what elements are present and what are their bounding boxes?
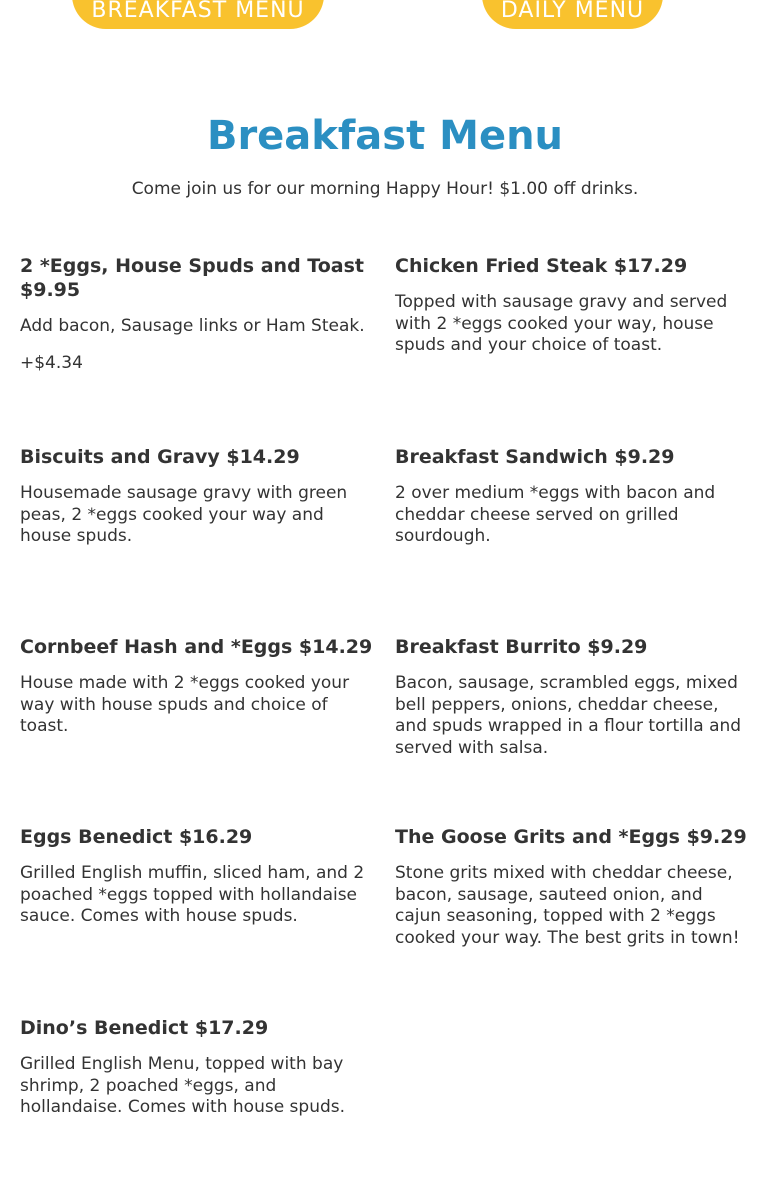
menu-item-cornbeef-hash	[20, 635, 375, 738]
menu-item-goose-grits	[395, 825, 750, 949]
menu-item-description: Housemade sausage gravy with green peas, 2 *eggs cooked your way and house spuds.	[20, 483, 348, 547]
menu-item-description: Grilled English muffin, sliced ham, and 2 poached *eggs topped with hollandaise sauce. Comes with house spuds.	[20, 863, 365, 927]
menu-item-title: Cornbeef Hash and *Eggs $14.29	[20, 636, 373, 658]
menu-item-description: Stone grits mixed with cheddar cheese, bacon, sausage, sauteed onion, and cajun seasoning, topped with 2 *eggs cooked your way. The best grits in town!	[395, 863, 740, 948]
menu-item-description: Topped with sausage gravy and served with 2 *eggs cooked your way, house spuds and your choice of toast.	[395, 292, 728, 356]
daily-menu-button[interactable]: DAILY MENU	[482, 0, 663, 29]
menu-item-title: Biscuits and Gravy $14.29	[20, 446, 300, 468]
menu-item-breakfast-burrito	[395, 635, 750, 759]
menu-item-title: Breakfast Sandwich $9.29	[395, 446, 675, 468]
page-subtitle: Come join us for our morning Happy Hour! $1.00 off drinks.	[131, 179, 639, 199]
menu-item-description: 2 over medium *eggs with bacon and cheddar cheese served on grilled sourdough.	[395, 483, 716, 547]
menu-item-title: The Goose Grits and *Eggs $9.29	[395, 826, 747, 848]
menu-item-description: House made with 2 *eggs cooked your way with house spuds and choice of toast.	[20, 673, 350, 737]
menu-item-chicken-fried-steak	[395, 254, 750, 357]
menu-item-description: Grilled English Menu, topped with bay shrimp, 2 poached *eggs, and hollandaise. Comes with house spuds.	[20, 1054, 346, 1118]
breakfast-menu-button[interactable]: BREAKFAST MENU	[72, 0, 324, 29]
menu-item-title: Eggs Benedict $16.29	[20, 826, 253, 848]
menu-item-breakfast-sandwich	[395, 445, 750, 548]
menu-item-title: Breakfast Burrito $9.29	[395, 636, 648, 658]
menu-item-description: Add bacon, Sausage links or Ham Steak.	[20, 316, 365, 336]
menu-item-eggs-spuds-toast	[20, 254, 375, 374]
page-title: Breakfast Menu	[206, 113, 564, 159]
menu-item-biscuits-gravy	[20, 445, 375, 548]
menu-item-title: Chicken Fried Steak $17.29	[395, 255, 688, 277]
menu-item-dinos-benedict	[20, 1016, 375, 1119]
menu-item-title: Dino’s Benedict $17.29	[20, 1017, 269, 1039]
menu-item-addon-price: +$4.34	[20, 352, 83, 373]
menu-item-eggs-benedict	[20, 825, 375, 928]
menu-item-description: Bacon, sausage, scrambled eggs, mixed bell peppers, onions, cheddar cheese, and spuds wrapped in a flour tortilla and served with salsa.	[395, 673, 742, 758]
menu-item-title: 2 *Eggs, House Spuds and Toast $9.95	[20, 255, 364, 301]
